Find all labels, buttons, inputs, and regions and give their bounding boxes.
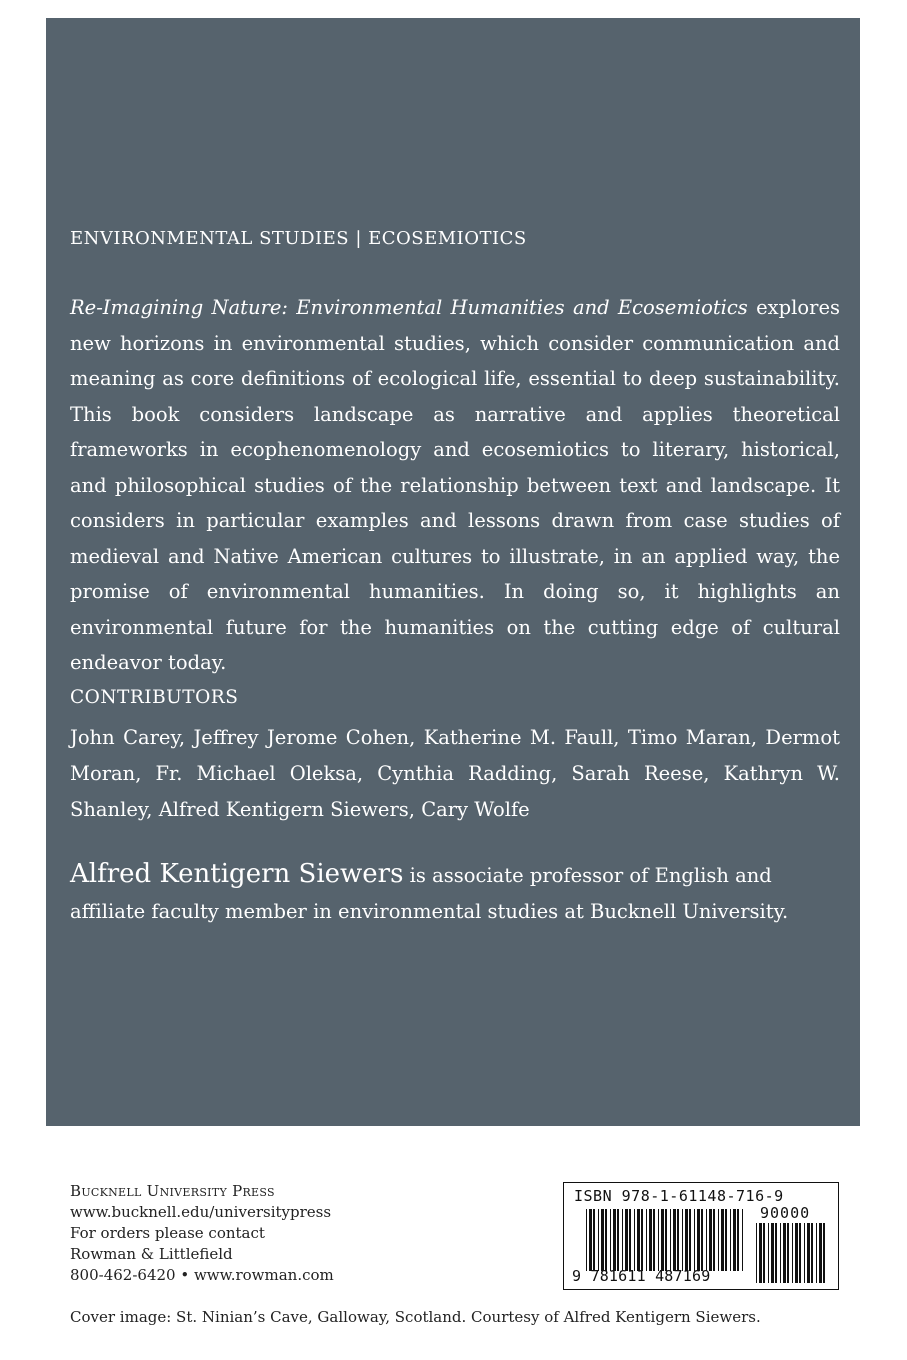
barcode-bar [811, 1223, 813, 1283]
barcode-bar [617, 1209, 619, 1271]
back-cover-panel [46, 18, 860, 1126]
barcode-bar [685, 1209, 688, 1271]
barcode-bar [673, 1209, 676, 1271]
publisher-url: www.bucknell.edu/universitypress [70, 1203, 332, 1221]
barcode-bar [701, 1209, 703, 1271]
description-body: explores new horizons in environmental studies, which consider communication and meaning as core definitions of ecological life, essential to deep sustainability. This book considers landscape as narrative and applies theoretical frameworks in ecophenomenology and ecosemiotics to literary, historical, and philosophical studies of the relationship between text and landscape. It considers in particular examples and lessons drawn from case studies of medieval and Native American cultures to illustrate, in an applied way, the promise of environmental humanities. In doing so, it highlights an environmental future for the humanities on the cutting edge of cultural endeavor today. [70, 296, 840, 674]
publisher-name: Bucknell University Press [70, 1182, 275, 1200]
book-title: Re-Imagining Nature: Environmental Humanities and Ecosemiotics [70, 296, 748, 319]
barcode-bar [622, 1209, 623, 1271]
barcode-bar [730, 1209, 731, 1271]
barcode-bar [799, 1223, 801, 1283]
isbn-barcode [563, 1182, 839, 1290]
barcode-bar [780, 1223, 781, 1283]
barcode-bar [706, 1209, 707, 1271]
barcode-bar [670, 1209, 671, 1271]
distributor-contact: 800-462-6420 • www.rowman.com [70, 1266, 334, 1284]
barcode-bar [694, 1209, 695, 1271]
author-name: Alfred Kentigern Siewers [70, 859, 404, 889]
barcode-bar [598, 1209, 599, 1271]
contributors-list: John Carey, Jeffrey Jerome Cohen, Katherine M. Faull, Timo Maran, Dermot Moran, Fr. Michael Oleksa, Cynthia Radding, Sarah Reese, Kathryn W. Shanley, Alfred Kentigern Siewers, Cary Wolfe [70, 726, 840, 821]
barcode-bar [682, 1209, 683, 1271]
barcode-bar [733, 1209, 736, 1271]
barcode-bar [649, 1209, 652, 1271]
barcode-bar [697, 1209, 700, 1271]
barcode-bar [823, 1223, 825, 1283]
barcode-bar [658, 1209, 659, 1271]
author-bio-text: is associate professor of English and affiliate faculty member in environmental studies at Bucknell University. [70, 864, 789, 923]
barcode-bar [601, 1209, 604, 1271]
barcode-bar [775, 1223, 777, 1283]
barcode-bar [804, 1223, 805, 1283]
barcode-bar [771, 1223, 774, 1283]
barcode-bar [721, 1209, 724, 1271]
barcode-bar [625, 1209, 628, 1271]
barcode-bar [816, 1223, 817, 1283]
barcode-bar [653, 1209, 655, 1271]
barcode-bar [689, 1209, 691, 1271]
category-label: ENVIRONMENTAL STUDIES | ECOSEMIOTICS [70, 228, 527, 249]
author-bio [70, 856, 840, 930]
barcode-bar [795, 1223, 798, 1283]
barcode-bar [756, 1223, 757, 1283]
isbn-label: ISBN 978-1-61148-716-9 [574, 1187, 784, 1205]
barcode-bar [807, 1223, 810, 1283]
ean-digits: 9 781611 487169 [572, 1267, 711, 1285]
publisher-info [70, 1181, 334, 1286]
barcode-bar [641, 1209, 643, 1271]
barcode-bar [725, 1209, 727, 1271]
barcode-bar [787, 1223, 789, 1283]
barcode-bar [593, 1209, 595, 1271]
barcode-bar [665, 1209, 667, 1271]
barcode-bar [589, 1209, 592, 1271]
barcode-bar [783, 1223, 786, 1283]
barcode-bar [613, 1209, 616, 1271]
orders-line: For orders please contact [70, 1224, 265, 1242]
barcode-bar [661, 1209, 664, 1271]
barcode-bar [605, 1209, 607, 1271]
contributors-heading: CONTRIBUTORS [70, 687, 239, 708]
barcode-bar [792, 1223, 793, 1283]
barcode-bar [677, 1209, 679, 1271]
price-code: 90000 [760, 1204, 811, 1222]
barcode-bar [763, 1223, 765, 1283]
barcode-bar [713, 1209, 715, 1271]
barcode-bar [634, 1209, 635, 1271]
barcode-bar [819, 1223, 822, 1283]
barcode-bar [737, 1209, 739, 1271]
barcode-bar [610, 1209, 611, 1271]
barcode-bar [646, 1209, 647, 1271]
book-description [70, 290, 840, 681]
barcode-bar [637, 1209, 640, 1271]
cover-image-credit: Cover image: St. Ninian’s Cave, Galloway, Scotland. Courtesy of Alfred Kentigern Siewers. [70, 1308, 761, 1326]
barcode-bar [742, 1209, 743, 1271]
barcode-bar [629, 1209, 631, 1271]
barcode-bar [768, 1223, 769, 1283]
barcode-bar [759, 1223, 762, 1283]
barcode-bar [586, 1209, 587, 1271]
barcode-bar [709, 1209, 712, 1271]
distributor-name: Rowman & Littlefield [70, 1245, 233, 1263]
barcode-bar [718, 1209, 719, 1271]
